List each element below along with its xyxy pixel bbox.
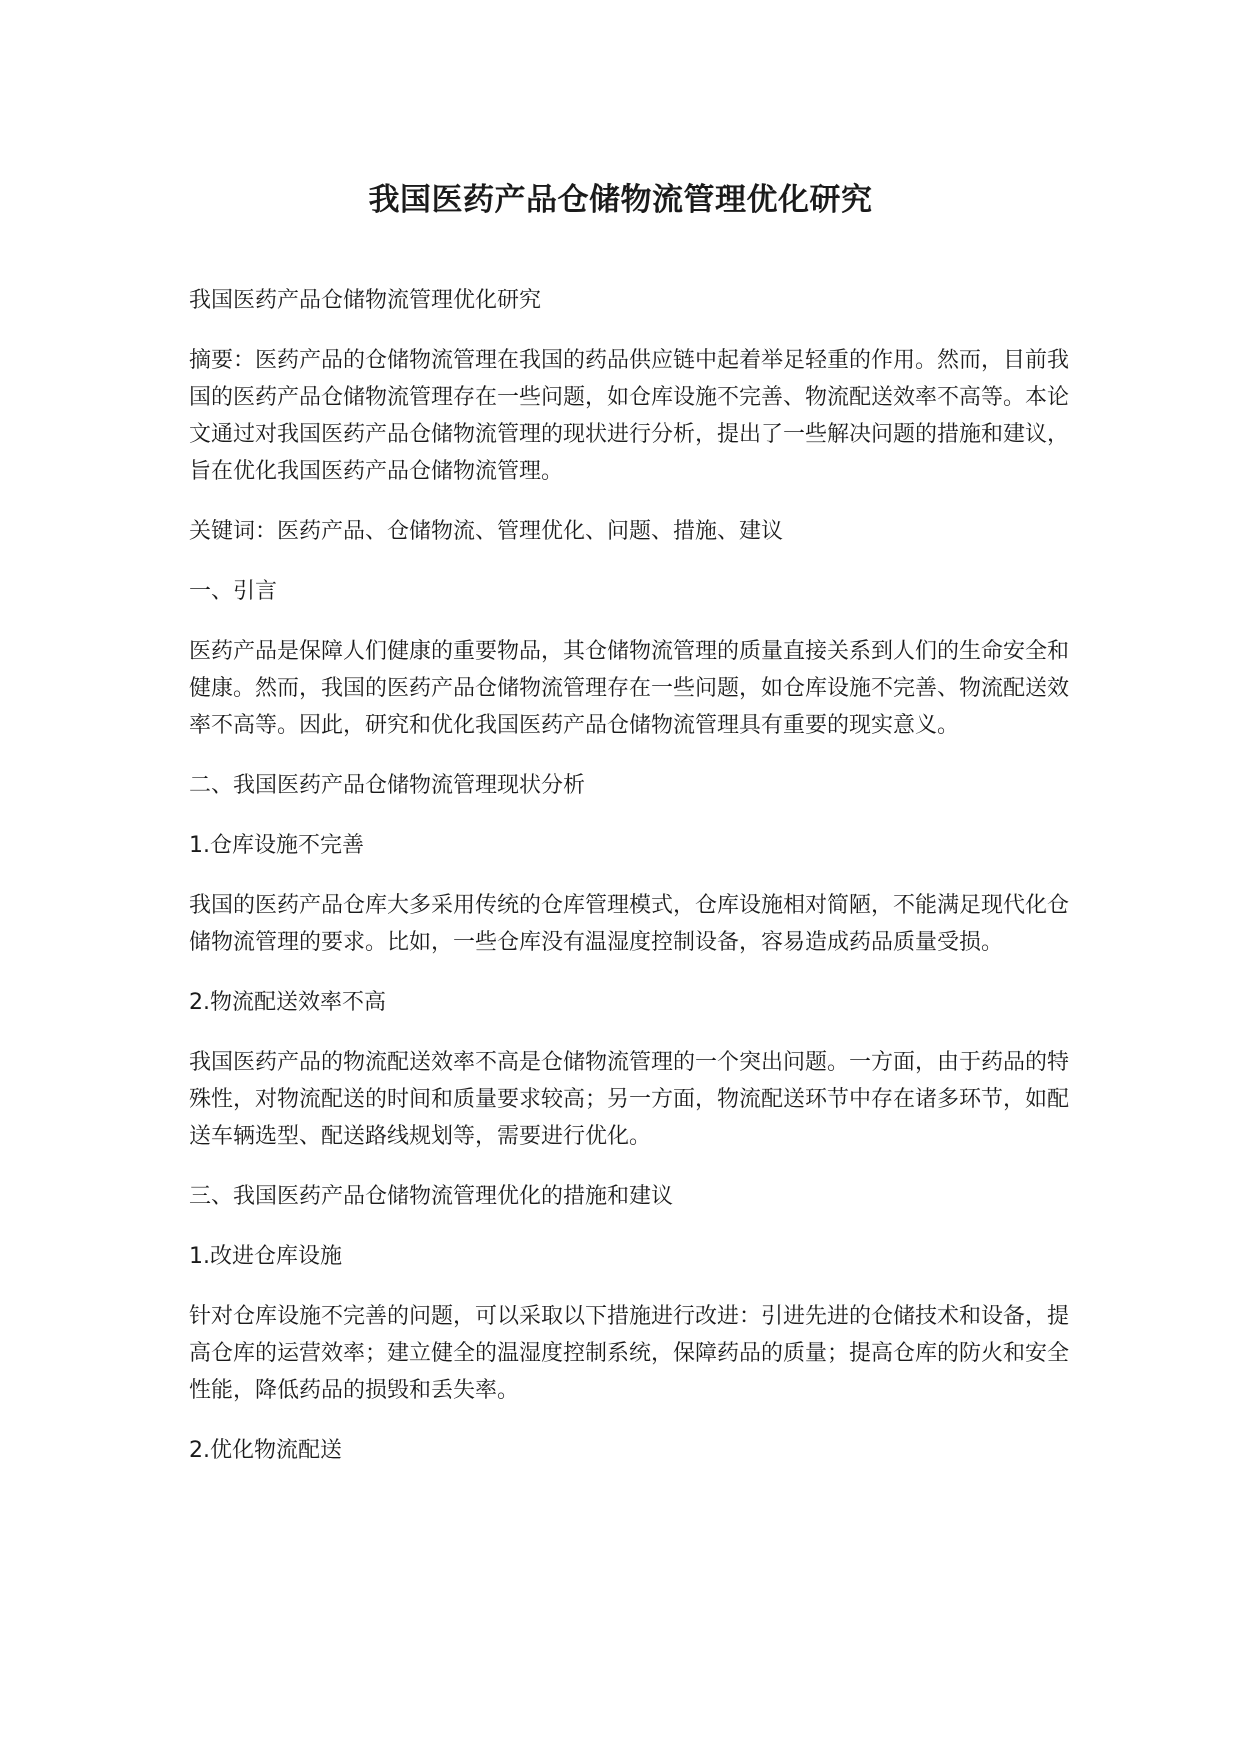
paragraph-abstract: 摘要：医药产品的仓储物流管理在我国的药品供应链中起着举足轻重的作用。然而，目前我国的医药产品仓储物流管理存在一些问题，如仓库设施不完善、物流配送效率不高等。本论文通过对我国医药产品仓储物流管理的现状进行分析，提出了一些解决问题的措施和建议，旨在优化我国医药产品仓储物流管理。 — [189, 348, 1070, 484]
heading-section-2: 二、我国医药产品仓储物流管理现状分析 — [189, 773, 586, 798]
paragraph-3-1: 针对仓库设施不完善的问题，可以采取以下措施进行改进：引进先进的仓储技术和设备，提高仓库的运营效率；建立健全的温湿度控制系统，保障药品的质量；提高仓库的防火和安全性能，降低药品的损毁和丢失率。 — [189, 1304, 1070, 1403]
subheading-3-1: 1.改进仓库设施 — [189, 1244, 342, 1269]
document-body — [189, 282, 1069, 1492]
paragraph-keywords: 关键词：医药产品、仓储物流、管理优化、问题、措施、建议 — [189, 519, 784, 544]
document-title: 我国医药产品仓储物流管理优化研究 — [368, 182, 873, 218]
heading-section-3: 三、我国医药产品仓储物流管理优化的措施和建议 — [189, 1184, 674, 1209]
subheading-2-1: 1.仓库设施不完善 — [189, 833, 364, 858]
heading-introduction: 一、引言 — [189, 579, 278, 604]
paragraph-introduction: 医药产品是保障人们健康的重要物品，其仓储物流管理的质量直接关系到人们的生命安全和健康。然而，我国的医药产品仓储物流管理存在一些问题，如仓库设施不完善、物流配送效率不高等。因此，研究和优化我国医药产品仓储物流管理具有重要的现实意义。 — [189, 639, 1070, 738]
paragraph-2-1: 我国的医药产品仓库大多采用传统的仓库管理模式，仓库设施相对简陋，不能满足现代化仓储物流管理的要求。比如，一些仓库没有温湿度控制设备，容易造成药品质量受损。 — [189, 893, 1070, 955]
paragraph-subtitle: 我国医药产品仓储物流管理优化研究 — [189, 288, 542, 313]
paragraph-2-2: 我国医药产品的物流配送效率不高是仓储物流管理的一个突出问题。一方面，由于药品的特殊性，对物流配送的时间和质量要求较高；另一方面，物流配送环节中存在诸多环节，如配送车辆选型、配送路线规划等，需要进行优化。 — [189, 1050, 1070, 1149]
subheading-2-2: 2.物流配送效率不高 — [189, 990, 386, 1015]
subheading-3-2: 2.优化物流配送 — [189, 1438, 342, 1463]
